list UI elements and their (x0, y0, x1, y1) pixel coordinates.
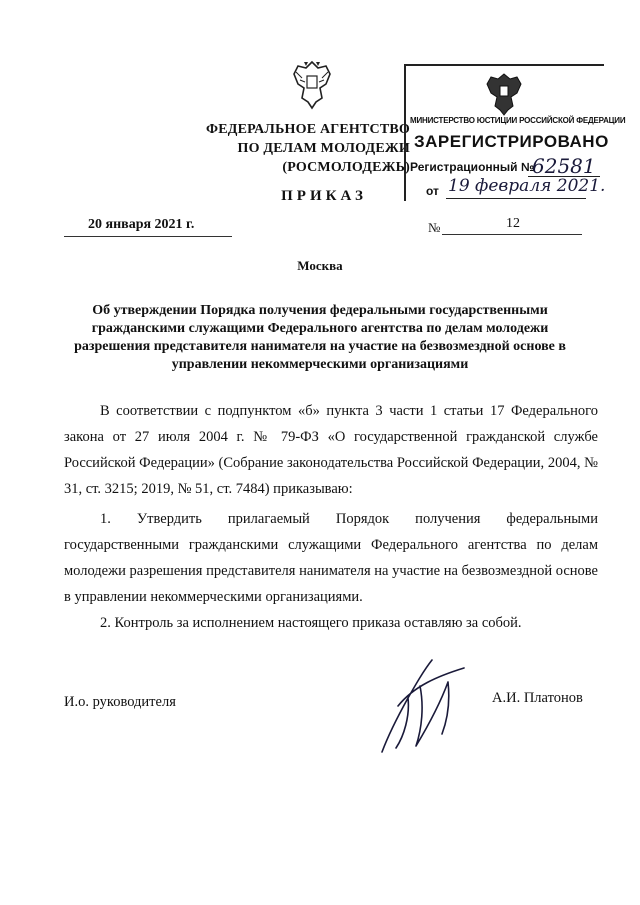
signer-name: А.И. Платонов (492, 690, 583, 706)
paragraph-preamble: В соответствии с подпунктом «б» пункта 3 части 1 статьи 17 Федерального закона от 27 июля 2004 г. № 79-ФЗ «О государственной гражданской службе Российской Федерации» (Собрание законодательства Российской Федерации, 2004, № 31, ст. 3215; 2019, № 51, ст. 7484) приказываю: (64, 403, 598, 497)
stamp-reg-label: Регистрационный № (410, 160, 535, 174)
document-number: 12 (506, 216, 520, 231)
agency-name (190, 120, 410, 177)
document-date: 20 января 2021 г. (88, 217, 195, 232)
stamp-date-handwritten: 19 февраля 2021. (448, 176, 606, 196)
coat-of-arms-icon (290, 58, 334, 110)
handwritten-signature (368, 656, 478, 756)
document-title: Об утверждении Порядка получения федеральными государственными гражданскими служащими Федерального агентства по делам молодежи разрешения представителя нанимателя на участие на безвозмездной основе в управлении некоммерческими организациями (74, 303, 566, 372)
registration-stamp (404, 64, 626, 201)
signer-position: И.о. руководителя (64, 694, 176, 710)
paragraph-item-2: 2. Контроль за исполнением настоящего приказа оставляю за собой. (100, 615, 522, 631)
stamp-date-label: от (426, 184, 439, 198)
paragraph-item-1: 1. Утвердить прилагаемый Порядок получения федеральными государственными гражданскими служащими Федерального агентства по делам молодежи разрешения представителя нанимателя на участие на безвозмездной основе в управлении некоммерческими организациями. (64, 511, 598, 605)
agency-line-3: (РОСМОЛОДЕЖЬ) (282, 160, 410, 175)
stamp-ministry: МИНИСТЕРСТВО ЮСТИЦИИ РОССИЙСКОЙ ФЕДЕРАЦИИ (410, 116, 626, 125)
date-underline (64, 236, 232, 237)
stamp-date-underline (446, 198, 586, 199)
city: Москва (297, 258, 343, 273)
agency-line-2: ПО ДЕЛАМ МОЛОДЕЖИ (237, 141, 410, 156)
stamp-coat-of-arms-icon (484, 70, 524, 116)
number-underline (442, 234, 582, 235)
stamp-reg-number: 62581 (532, 154, 596, 178)
document-type: ПРИКАЗ (281, 188, 367, 204)
stamp-status: ЗАРЕГИСТРИРОВАНО (414, 132, 609, 151)
number-label: № (428, 220, 441, 235)
agency-line-1: ФЕДЕРАЛЬНОЕ АГЕНТСТВО (206, 122, 410, 137)
